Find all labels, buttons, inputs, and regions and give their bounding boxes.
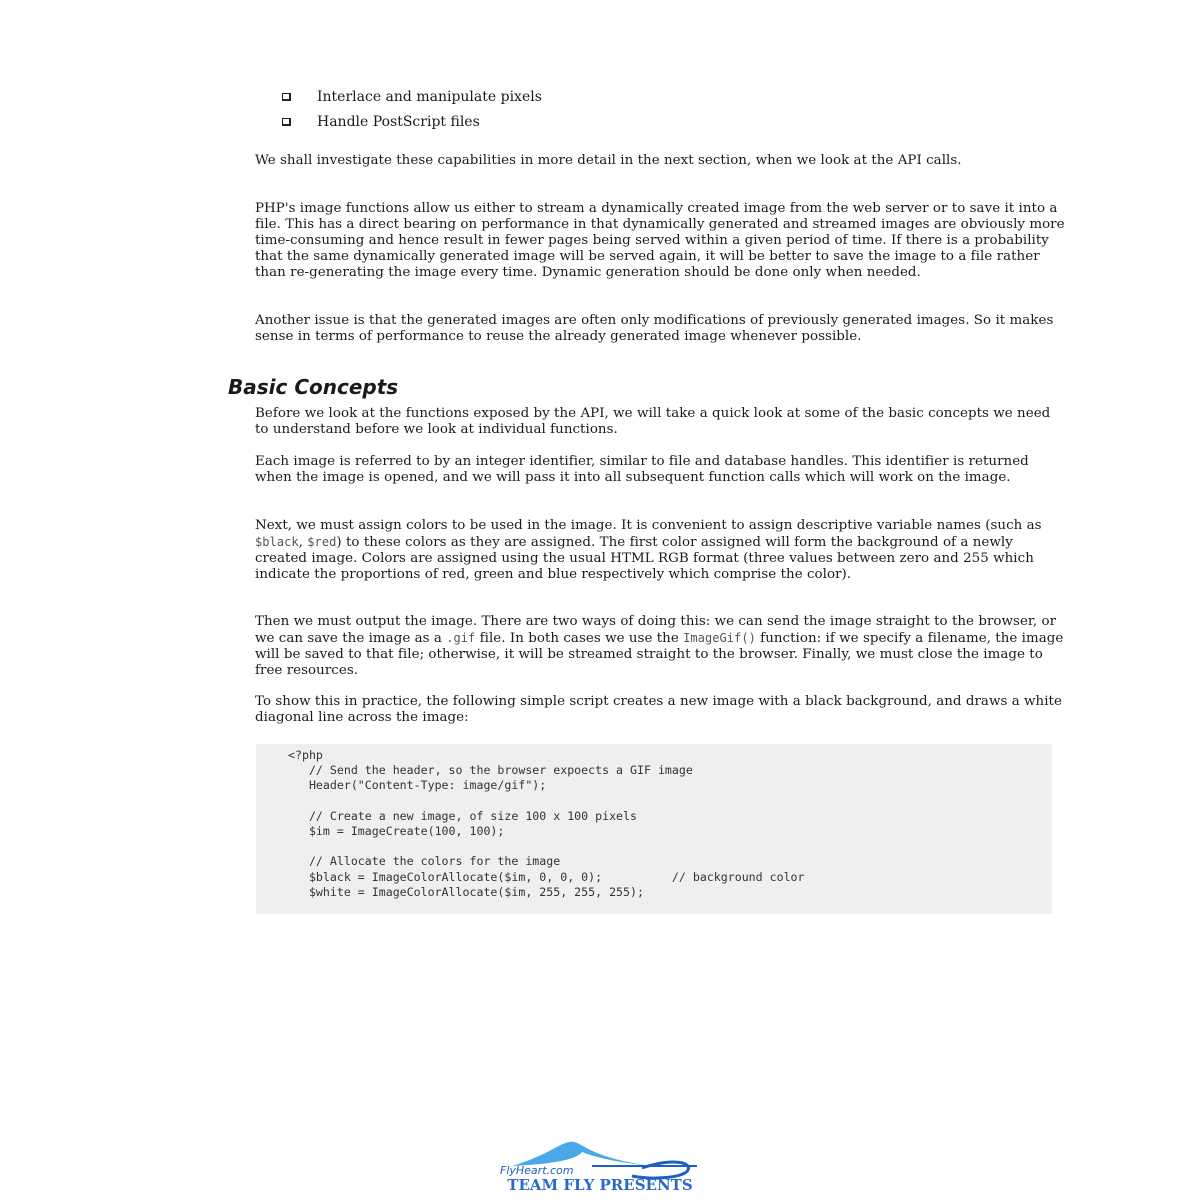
section-heading: Basic Concepts <box>228 375 399 399</box>
inline-code: $black <box>255 535 299 549</box>
code-block <box>256 744 1052 914</box>
logo-text: FlyHeart.com <box>500 1164 574 1177</box>
text-run: file. In both cases we use the <box>475 631 684 646</box>
text-run: Next, we must assign colors to be used in the image. It is convenient to assign descriptive variable names (such as <box>255 518 1042 533</box>
bullet-item <box>282 109 542 134</box>
paragraph: PHP's image functions allow us either to stream a dynamically created image from the web server or to save it into a file. This has a direct bearing on performance in that dynamically generated and streamed images are obviously more time-consuming and hence result in fewer pages being served within a given period of time. If there is a probability that the same dynamically generated image will be served again, it will be better to save the image to a file rather than re-generating the image every time. Dynamic generation should be done only when needed. <box>255 201 1065 280</box>
text-run: Then we must output the image. There are two ways of doing this: we can send the image straight to the browser, or we can save the image as a <box>255 614 1057 646</box>
checkbox-bullet-icon <box>282 93 291 101</box>
text-run: ) to these colors as they are assigned. The first color assigned will form the background of a newly created image. Colors are assigned using the usual HTML RGB format (three values between zero and 255 which indicate the proportions of red, green and blue respectively which comprise the color). <box>255 535 1034 582</box>
footer-title: TEAM FLY PRESENTS <box>507 1176 693 1194</box>
bullet-text: Interlace and manipulate pixels <box>317 88 542 105</box>
paragraph: Each image is referred to by an integer identifier, similar to file and database handles. This identifier is returned when the image is opened, and we will pass it into all subsequent function calls which will work on the image. <box>255 454 1029 485</box>
bullet-item <box>282 84 542 109</box>
text-run: , <box>298 535 308 550</box>
checkbox-bullet-icon <box>282 118 291 126</box>
code-listing: <?php // Send the header, so the browser expoects a GIF image Header("Content-Type: image/gif"); // Create a new image, of size 100 x 100 pixels $im = ImageCreate(100, 100); // Allocate the colors for the image $black = ImageColorAllocate($im, 0, 0, 0); // background color $white = ImageColorAllocate($im, 255, 255, 255); <box>288 748 805 899</box>
bullet-text: Handle PostScript files <box>317 113 480 130</box>
inline-code: $red <box>307 535 337 549</box>
paragraph: We shall investigate these capabilities in more detail in the next section, when we look at the API calls. <box>255 153 962 168</box>
paragraph: Before we look at the functions exposed by the API, we will take a quick look at some of the basic concepts we need to understand before we look at individual functions. <box>255 406 1051 437</box>
paragraph: To show this in practice, the following simple script creates a new image with a black background, and draws a white diagonal line across the image: <box>255 694 1062 725</box>
text-run: function: if we specify a filename, the image will be saved to that file; otherwise, it will be streamed straight to the browser. Finally, we must close the image to free resources. <box>255 631 1064 678</box>
paragraph <box>255 614 1065 679</box>
inline-code: ImageGif() <box>683 631 756 645</box>
paragraph <box>255 518 1065 583</box>
bullet-list <box>282 84 542 134</box>
paragraph: Another issue is that the generated images are often only modifications of previously generated images. So it makes sense in terms of performance to reuse the already generated image whenever possible. <box>255 313 1054 344</box>
inline-code: .gif <box>446 631 476 645</box>
